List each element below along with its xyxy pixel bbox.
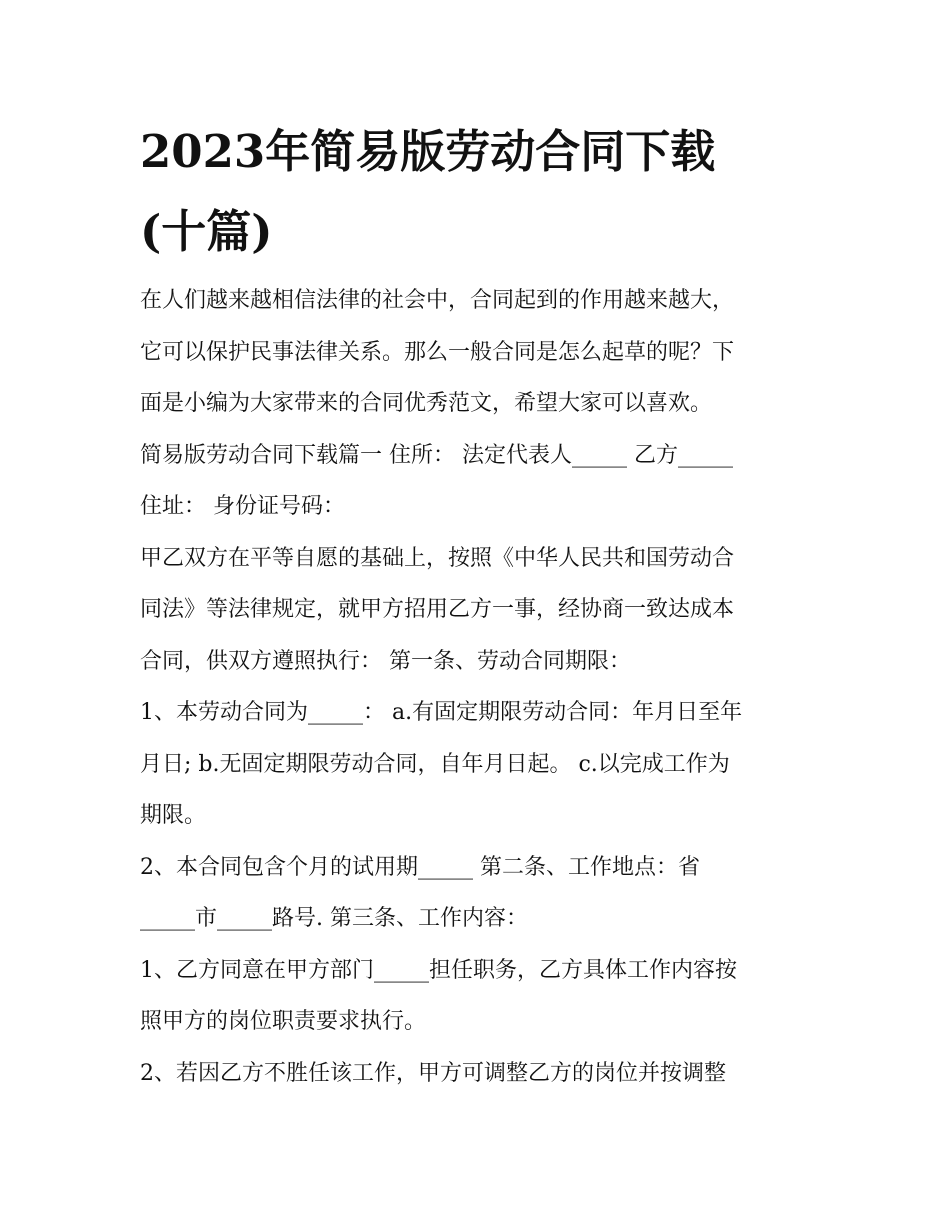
document-title — [140, 112, 840, 272]
paragraph-work-1 — [140, 945, 820, 1048]
paragraph-term-2 — [140, 842, 820, 945]
text-line: 月日; b.无固定期限劳动合同，自年月日起。 c.以完成工作为 — [140, 751, 730, 777]
text-line: 照甲方的岗位职责要求执行。 — [140, 1009, 427, 1034]
text-line: 住址： 身份证号码： — [140, 494, 345, 519]
text-line: 1、本劳动合同为_____： a.有固定期限劳动合同：年月日至年 — [140, 700, 743, 725]
text-line: 期限。 — [140, 803, 207, 828]
paragraph-preamble — [140, 533, 820, 688]
text-line: 2、若因乙方不胜任该工作，甲方可调整乙方的岗位并按调整 — [140, 1060, 726, 1086]
text-line: 2、本合同包含个月的试用期_____ 第二条、工作地点：省 — [140, 854, 700, 880]
paragraph-parties — [140, 430, 820, 533]
document-body — [140, 275, 820, 1099]
text-line: 1、乙方同意在甲方部门_____担任职务，乙方具体工作内容按 — [140, 957, 737, 983]
paragraph-work-2 — [140, 1048, 820, 1100]
text-line: _____市_____路号. 第三条、工作内容： — [140, 906, 528, 931]
text-line: 简易版劳动合同下载篇一 住所： 法定代表人_____ 乙方_____ — [140, 442, 733, 468]
text-line: 同法》等法律规定，就甲方招用乙方一事，经协商一致达成本 — [140, 597, 735, 622]
text-line: 合同，供双方遵照执行： 第一条、劳动合同期限： — [140, 648, 631, 674]
text-line: 它可以保护民事法律关系。那么一般合同是怎么起草的呢？下 — [140, 339, 735, 365]
text-line: 在人们越来越相信法律的社会中，合同起到的作用越来越大， — [140, 288, 735, 313]
paragraph-intro — [140, 275, 820, 430]
text-line: 面是小编为大家带来的合同优秀范文，希望大家可以喜欢。 — [140, 391, 713, 416]
title-line-1: 2023年简易版劳动合同下载 — [140, 125, 716, 178]
title-line-2: (十篇) — [140, 205, 273, 258]
paragraph-term-1 — [140, 687, 820, 842]
text-line: 甲乙双方在平等自愿的基础上，按照《中华人民共和国劳动合 — [140, 545, 735, 571]
